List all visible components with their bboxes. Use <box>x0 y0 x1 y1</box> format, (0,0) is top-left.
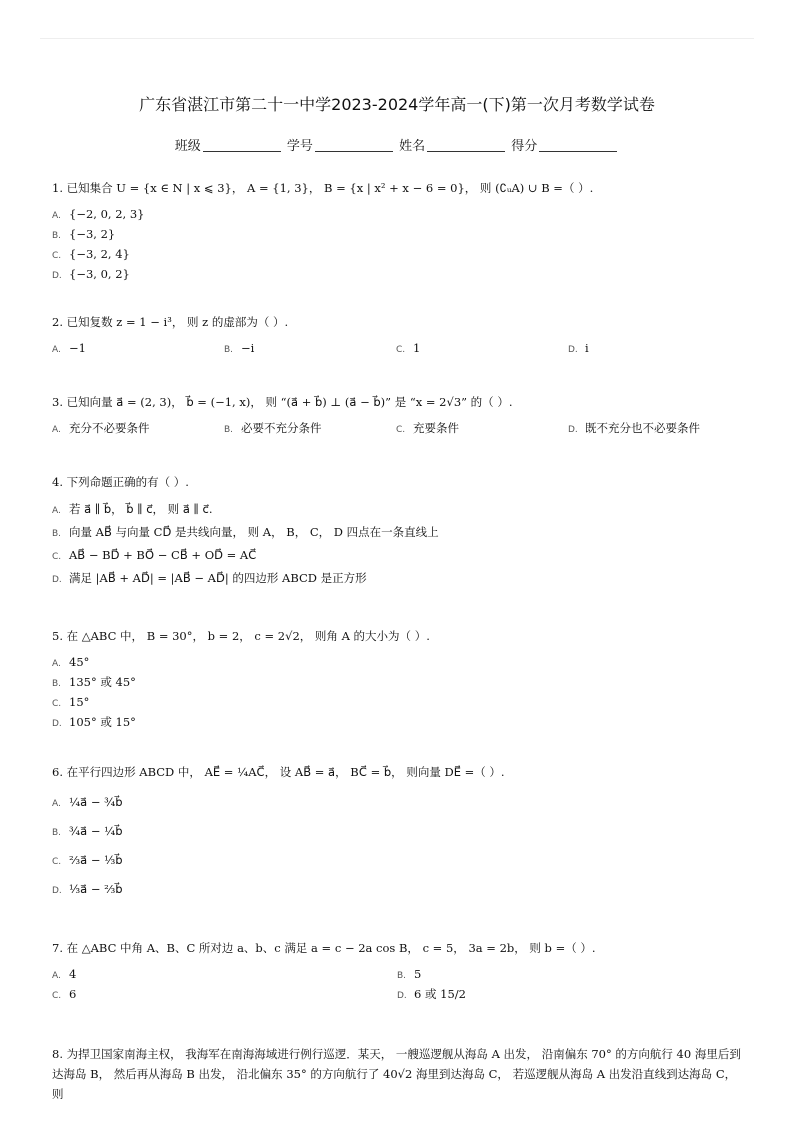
question-8 <box>52 1044 752 1104</box>
header-divider <box>40 38 754 39</box>
option-b[interactable]: B. ¾a⃗ − ¼b⃗ <box>52 824 123 838</box>
question-stem: 1. 已知集合 U = {x ∈ N | x ⩽ 3}， A = {1, 3}， B = {x | x² + x − 6 = 0}， 则 (∁ᵤA) ∪ B =（ ）. <box>52 181 594 195</box>
option-d[interactable]: D. 既不充分也不必要条件 <box>568 421 700 435</box>
question-stem: 3. 已知向量 a⃗ = (2, 3)， b⃗ = (−1, x)， 则 “(a⃗ + b⃗) ⊥ (a⃗ − b⃗)” 是 “x = 2√3” 的（ ）. <box>52 395 513 409</box>
option-b[interactable]: B. {−3, 2} <box>52 227 116 241</box>
question-stem: 5. 在 △ABC 中， B = 30°， b = 2， c = 2√2， 则角 A 的大小为（ ）. <box>52 629 430 643</box>
question-stem: 8. 为捍卫国家南海主权， 我海军在南海海域进行例行巡逻．某天， 一艘巡逻舰从海岛 A 出发， 沿南偏东 70° 的方向航行 40 海里后到达海岛 B， 然后再从海岛 B 出发， 沿北偏东 35° 的方向航行了 40√2 海里到达海岛 C， 若巡逻舰从海岛 A 出发沿直线到达海岛 C， 则 <box>52 1047 741 1101</box>
option-d[interactable]: D. {−3, 0, 2} <box>52 267 130 281</box>
option-d[interactable]: D. 满足 |AB⃗ + AD⃗| = |AB⃗ − AD⃗| 的四边形 ABCD 是正方形 <box>52 571 367 585</box>
option-b[interactable]: B. 135° 或 45° <box>52 675 136 689</box>
question-stem: 7. 在 △ABC 中角 A、B、C 所对边 a、b、c 满足 a = c − 2a cos B， c = 5， 3a = 2b， 则 b =（ ）. <box>52 941 596 955</box>
score-label: 得分 <box>511 139 538 154</box>
question-4 <box>52 474 752 591</box>
option-c[interactable]: C. 6 <box>52 987 77 1001</box>
option-b[interactable]: B. 5 <box>397 967 422 981</box>
option-c[interactable]: C. 1 <box>396 341 421 355</box>
name-label: 姓名 <box>399 139 426 154</box>
option-c[interactable]: C. 充要条件 <box>396 421 459 435</box>
question-stem: 4. 下列命题正确的有（ ）. <box>52 475 189 489</box>
option-d[interactable]: D. 105° 或 15° <box>52 715 136 729</box>
option-a[interactable]: A. {−2, 0, 2, 3} <box>52 207 145 221</box>
option-c[interactable]: C. ⅔a⃗ − ⅓b⃗ <box>52 853 123 867</box>
question-6 <box>52 764 752 905</box>
question-stem: 2. 已知复数 z = 1 − i³， 则 z 的虚部为（ ）. <box>52 315 289 329</box>
question-2 <box>52 314 752 359</box>
option-b[interactable]: B. 必要不充分条件 <box>224 421 322 435</box>
option-a[interactable]: A. −1 <box>52 341 86 355</box>
question-7 <box>52 940 752 1005</box>
option-b[interactable]: B. −i <box>224 341 255 355</box>
option-b[interactable]: B. 向量 AB⃗ 与向量 CD⃗ 是共线向量， 则 A， B， C， D 四点在一条直线上 <box>52 525 439 539</box>
score-blank[interactable] <box>539 139 617 152</box>
number-blank[interactable] <box>315 139 393 152</box>
option-d[interactable]: D. i <box>568 341 589 355</box>
question-5 <box>52 628 752 733</box>
paper-title: 广东省湛江市第二十一中学2023-2024学年高一(下)第一次月考数学试卷 <box>139 95 655 114</box>
option-c[interactable]: C. 15° <box>52 695 90 709</box>
option-a[interactable]: A. 4 <box>52 967 77 981</box>
option-a[interactable]: A. 充分不必要条件 <box>52 421 150 435</box>
question-stem: 6. 在平行四边形 ABCD 中， AE⃗ = ¼AC⃗， 设 AB⃗ = a⃗， BC⃗ = b⃗， 则向量 DE⃗ =（ ）. <box>52 765 505 779</box>
question-3 <box>52 394 752 439</box>
class-blank[interactable] <box>203 139 281 152</box>
option-a[interactable]: A. ¼a⃗ − ¾b⃗ <box>52 795 123 809</box>
option-d[interactable]: D. 6 或 15/2 <box>397 987 466 1001</box>
option-a[interactable]: A. 45° <box>52 655 90 669</box>
class-label: 班级 <box>174 139 201 154</box>
option-d[interactable]: D. ⅓a⃗ − ⅔b⃗ <box>52 882 123 896</box>
option-c[interactable]: C. AB⃗ − BD⃗ + BO⃗ − CB⃗ + OD⃗ = AC⃗ <box>52 548 257 562</box>
name-blank[interactable] <box>427 139 505 152</box>
question-1 <box>52 180 752 285</box>
option-a[interactable]: A. 若 a⃗ ∥ b⃗， b⃗ ∥ c⃗， 则 a⃗ ∥ c⃗. <box>52 502 213 516</box>
student-info-row <box>0 135 794 154</box>
option-c[interactable]: C. {−3, 2, 4} <box>52 247 130 261</box>
number-label: 学号 <box>286 139 313 154</box>
